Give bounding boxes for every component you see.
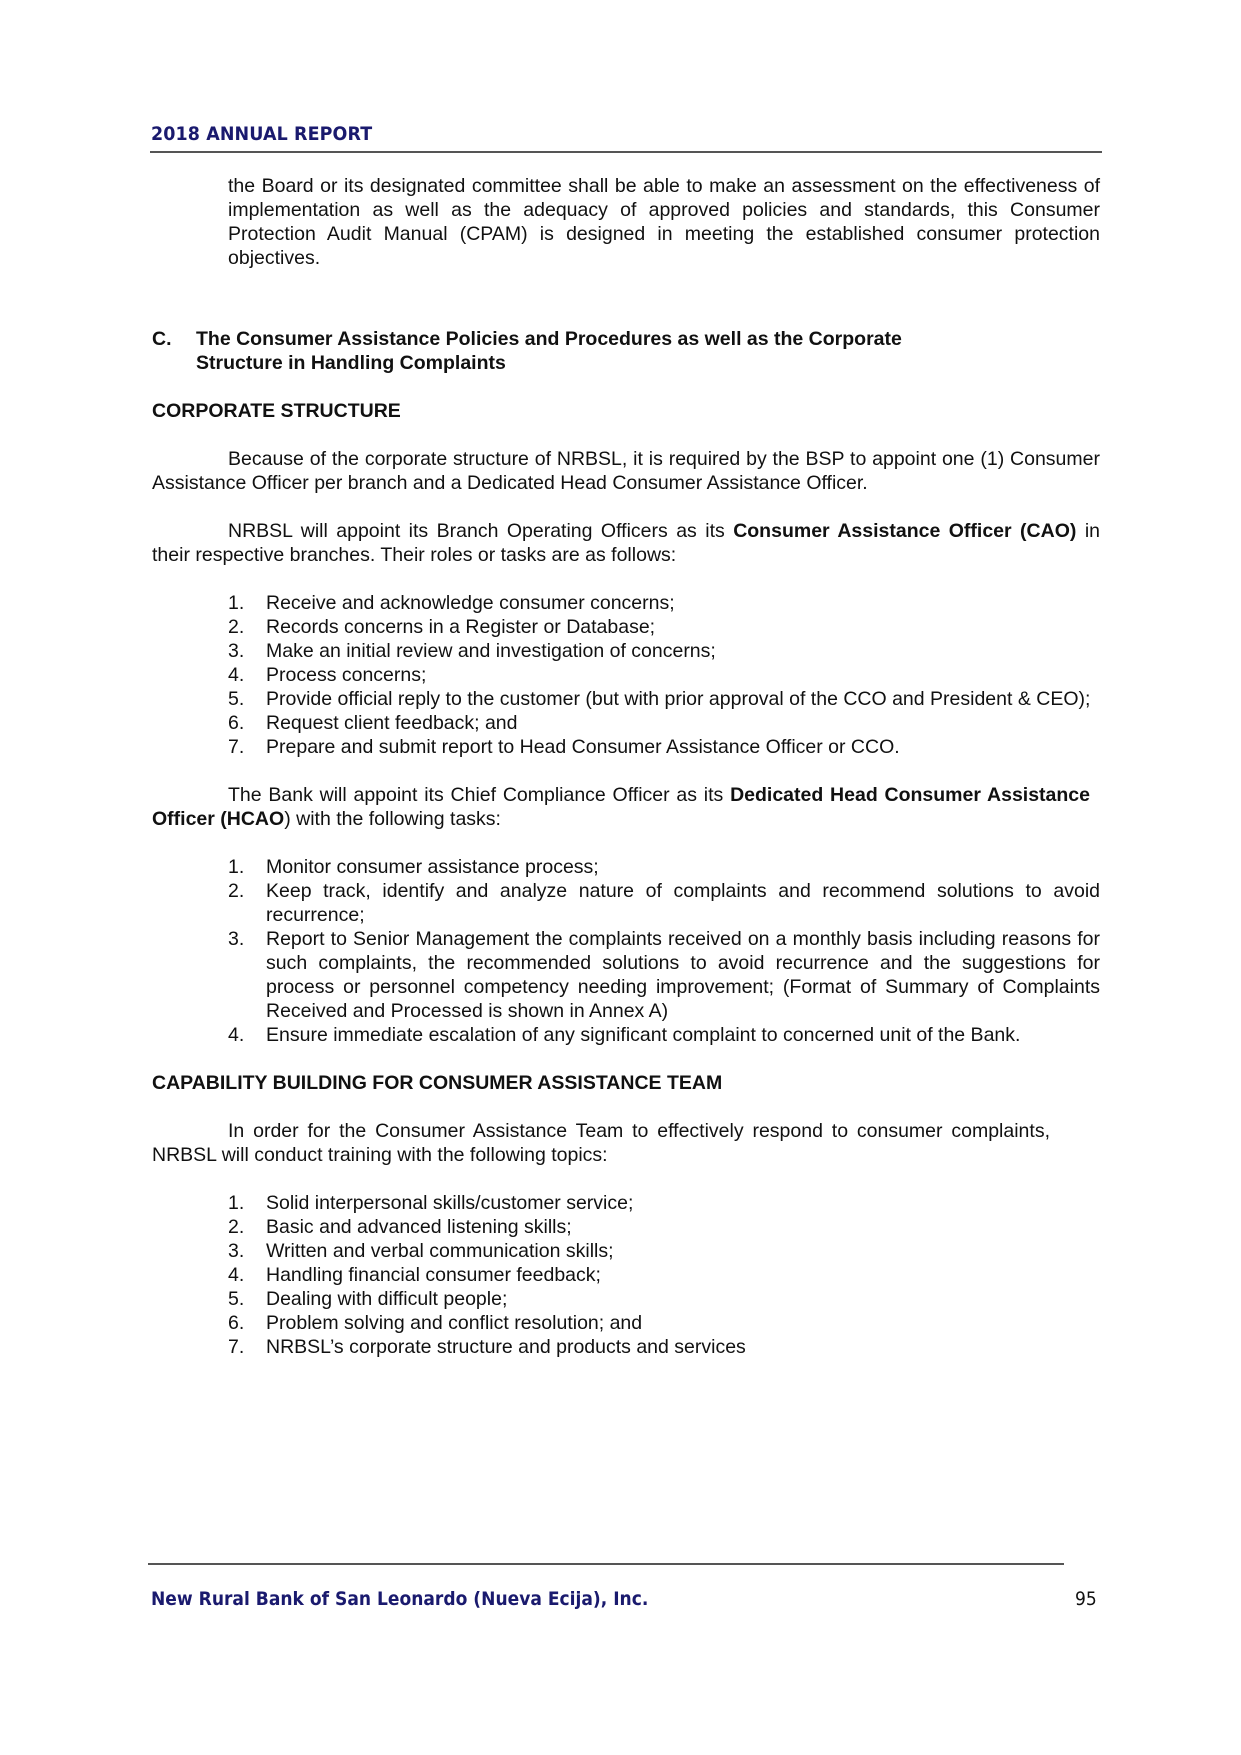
report-header-title: 2018 ANNUAL REPORT — [151, 123, 373, 145]
list-item: 6. Problem solving and conflict resolution; and — [228, 1312, 643, 1334]
list-item: 1. Receive and acknowledge consumer concerns; — [228, 592, 675, 614]
list-item: 3. Report to Senior Management the complaints received on a monthly basis including reasons for such complaints, the recommended solutions to avoid recurrence and the suggestions for process or personnel competency needing improvement; (Format of Summary of Complaints Received and Processed is shown in Annex A) — [228, 928, 1100, 1022]
list-item: 7. NRBSL’s corporate structure and products and services — [228, 1336, 746, 1358]
footer-divider — [148, 1563, 1064, 1565]
list-item: 5. Dealing with difficult people; — [228, 1288, 508, 1310]
list-item: 2. Basic and advanced listening skills; — [228, 1216, 572, 1238]
training-topics-list — [152, 1191, 1100, 1359]
cao-task-list — [152, 591, 1100, 759]
page-number: 95 — [1075, 1588, 1097, 1610]
list-item: 7. Prepare and submit report to Head Consumer Assistance Officer or CCO. — [228, 736, 900, 758]
page-body — [152, 174, 1100, 1359]
corporate-structure-heading: CORPORATE STRUCTURE — [152, 400, 401, 422]
hcao-task-list — [152, 855, 1100, 1047]
hcao-term: Dedicated Head Consumer Assistance Officer ( — [152, 784, 1090, 830]
section-c-title: The Consumer Assistance Policies and Procedures as well as the Corporate Structure in Handling Complaints — [196, 328, 902, 374]
capability-building-heading: CAPABILITY BUILDING FOR CONSUMER ASSISTANCE TEAM — [152, 1072, 723, 1094]
corporate-structure-paragraph: Because of the corporate structure of NRBSL, it is required by the BSP to appoint one (1) Consumer Assistance Officer per branch and a Dedicated Head Consumer Assistance Officer. — [152, 448, 1100, 494]
hcao-paragraph-text-end: with the following tasks: — [290, 808, 501, 830]
hcao-abbrev: HCAO — [226, 808, 285, 830]
intro-paragraph: the Board or its designated committee shall be able to make an assessment on the effectiveness of implementation as well as the adequacy of approved policies and standards, this Consumer Protection Audit Manual (CPAM) is designed in meeting the established consumer protection objectives. — [228, 175, 1100, 269]
section-c-heading — [152, 327, 1100, 375]
section-letter: C. — [152, 328, 172, 350]
list-item: 6. Request client feedback; and — [228, 712, 518, 734]
list-item: 4. Handling financial consumer feedback; — [228, 1264, 601, 1286]
list-item: 2. Records concerns in a Register or Database; — [228, 616, 656, 638]
list-item: 1. Solid interpersonal skills/customer service; — [228, 1192, 634, 1214]
cao-paragraph-text-end: in their respective branches. Their roles or tasks are as follows: — [152, 520, 1100, 566]
list-item: 3. Make an initial review and investigation of concerns; — [228, 640, 716, 662]
list-item: 4. Process concerns; — [228, 664, 427, 686]
cao-paragraph-text: NRBSL will appoint its Branch Operating Officers as its — [228, 520, 734, 542]
list-item: 2. Keep track, identify and analyze nature of complaints and recommend solutions to avoid recurrence; — [228, 880, 1100, 926]
list-item: 3. Written and verbal communication skills; — [228, 1240, 614, 1262]
list-item: 1. Monitor consumer assistance process; — [228, 856, 599, 878]
footer-organization: New Rural Bank of San Leonardo (Nueva Ecija), Inc. — [151, 1588, 649, 1610]
cao-term: Consumer Assistance Officer (CAO) — [733, 520, 1077, 542]
list-item: 4. Ensure immediate escalation of any significant complaint to concerned unit of the Bank. — [228, 1024, 1021, 1046]
cao-paragraph — [152, 519, 1100, 567]
header-divider — [150, 151, 1102, 153]
hcao-paragraph — [152, 783, 1100, 831]
hcao-close-paren: ) — [284, 808, 291, 830]
list-item: 5. Provide official reply to the customer (but with prior approval of the CCO and President & CEO); — [228, 688, 1091, 710]
hcao-paragraph-text: The Bank will appoint its Chief Compliance Officer as its — [228, 784, 731, 806]
capability-building-paragraph: In order for the Consumer Assistance Team to effectively respond to consumer complaints, NRBSL will conduct training with the following topics: — [152, 1120, 1050, 1166]
